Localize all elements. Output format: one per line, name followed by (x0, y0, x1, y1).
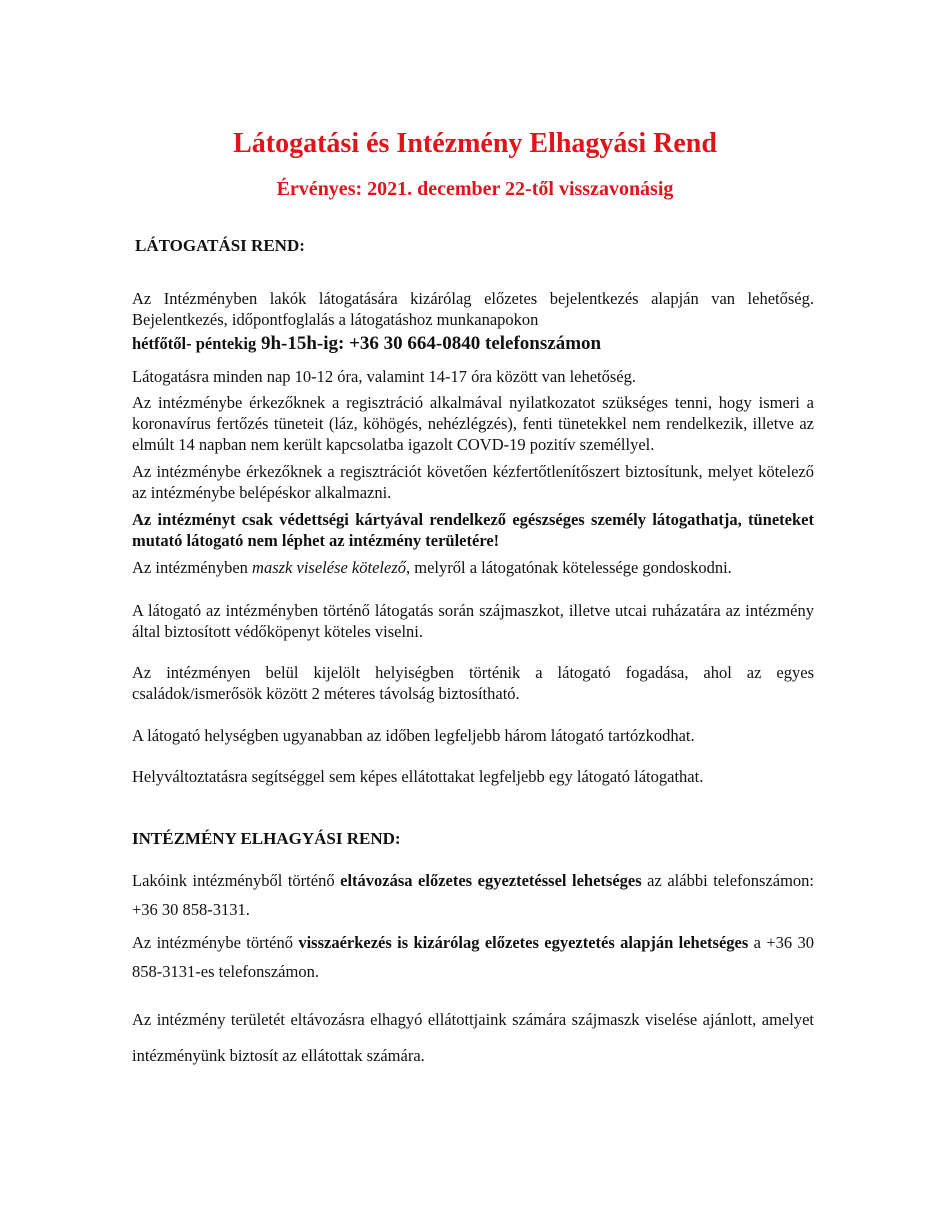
document-subtitle: Érvényes: 2021. december 22-től visszavonásig (276, 178, 674, 200)
document-title: Látogatási és Intézmény Elhagyási Rend (233, 128, 717, 159)
return-emphasis: visszaérkezés is kizárólag előzetes egyeztetés alapján lehetséges (298, 933, 749, 952)
visiting-paragraph-1: Az Intézményben lakók látogatására kizárólag előzetes bejelentkezés alapján van lehetőség. Bejelentkezés, időpontfoglalás a látogatáshoz munkanapokon (132, 289, 814, 329)
leaving-emphasis: eltávozása előzetes egyeztetéssel lehetséges (340, 871, 642, 890)
phone-hours-number: 9h-15h-ig: +36 30 664-0840 telefonszámon (256, 333, 602, 354)
visiting-phone-line (132, 333, 814, 355)
mask-mandatory-text: maszk viselése kötelező (252, 558, 406, 577)
leaving-heading: INTÉZMÉNY ELHAGYÁSI REND: (132, 829, 401, 848)
leaving-paragraph-2: Az intézménybe történő visszaérkezés is kizárólag előzetes egyeztetés alapján lehetséges a +36 30 858-3131-es telefonszámon. (132, 933, 814, 981)
visiting-paragraph-9: A látogató helységben ugyanabban az időben legfeljebb három látogató tartózkodhat. (132, 726, 695, 745)
visiting-paragraph-7: A látogató az intézményben történő látogatás során szájmaszkot, illetve utcai ruházatára az intézmény által biztosított védőköpenyt köteles viselni. (132, 601, 814, 641)
visiting-paragraph-4: Az intézménybe érkezőknek a regisztrációt követően kézfertőtlenítőszert biztosítunk, melyet kötelező az intézménybe belépéskor alkalmazni. (132, 462, 814, 502)
visiting-paragraph-5: Az intézményt csak védettségi kártyával rendelkező egészséges személy látogathatja, tüneteket mutató látogató nem léphet az intézmény területére! (132, 510, 814, 550)
phone-days: hétfőtől- péntekig (132, 334, 257, 353)
leaving-paragraph-3: Az intézmény területét eltávozásra elhagyó ellátottjaink számára szájmaszk viselése ajánlott, amelyet intézményünk biztosít az ellátottak számára. (132, 1010, 814, 1065)
visiting-paragraph-3: Az intézménybe érkezőknek a regisztráció alkalmával nyilatkozatot szükséges tenni, hogy ismeri a koronavírus fertőzés tüneteit (láz, köhögés, nehézlégzés), fenti tünetekkel nem rendelkezik, illetve az elmúlt 14 napban nem került kapcsolatba igazolt COVD-19 pozitív személlyel. (132, 393, 814, 454)
leaving-paragraph-1: Lakóink intézményből történő eltávozása előzetes egyeztetéssel lehetséges az alábbi telefonszámon: +36 30 858-3131. (132, 871, 814, 919)
visiting-heading: LÁTOGATÁSI REND: (135, 236, 305, 255)
visiting-paragraph-10: Helyváltoztatásra segítséggel sem képes ellátottakat legfeljebb egy látogató látogathat. (132, 767, 704, 786)
visiting-paragraph-2: Látogatásra minden nap 10-12 óra, valamint 14-17 óra között van lehetőség. (132, 367, 637, 386)
visiting-paragraph-6: Az intézményben maszk viselése kötelező, melyről a látogatónak kötelessége gondoskodni. (132, 558, 732, 577)
visiting-paragraph-8: Az intézményen belül kijelölt helyiségben történik a látogató fogadása, ahol az egyes családok/ismerősök között 2 méteres távolság biztosítható. (132, 663, 814, 703)
